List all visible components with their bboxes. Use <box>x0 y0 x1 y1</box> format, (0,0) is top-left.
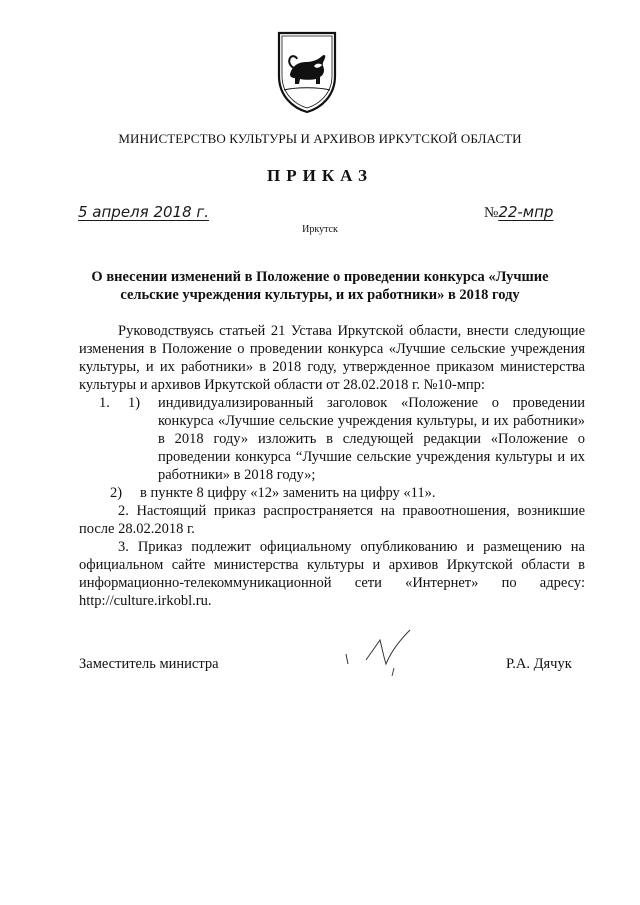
intro-paragraph: Руководствуясь статьей 21 Устава Иркутской области, внести следующие изменения в Положение о проведении конкурса «Лучшие сельские учреждения культуры, и их работники» в 2018 году, утвержденное приказом министерства культуры и архивов Иркутской области от 28.02.2018 г. №10-мпр: <box>79 323 585 393</box>
city-name: Иркутск <box>302 224 338 235</box>
item-1-number: 1. <box>99 395 110 411</box>
ministry-name: МИНИСТЕРСТВО КУЛЬТУРЫ И АРХИВОВ ИРКУТСКОЙ ОБЛАСТИ <box>118 131 522 146</box>
order-heading: ПРИКАЗ <box>267 166 373 185</box>
subitem-2-text: в пункте 8 цифру «12» заменить на цифру «11». <box>140 485 436 501</box>
order-number-value: 22-мпр <box>498 203 554 221</box>
item-2-paragraph: 2. Настоящий приказ распространяется на правоотношения, возникшие после 28.02.2018 г. <box>79 503 585 537</box>
item-1-subitem-1 <box>79 394 585 484</box>
signer-position: Заместитель министра <box>79 656 219 672</box>
coat-of-arms-icon <box>276 30 338 114</box>
document-body <box>79 322 585 610</box>
item-1-subitem-2 <box>79 484 585 502</box>
signer-name: Р.А. Дячук <box>506 656 572 672</box>
document-title: О внесении изменений в Положение о проведении конкурса «Лучшие сельские учреждения культуры, и их работники» в 2018 году <box>91 269 549 303</box>
number-sign: № <box>484 205 499 221</box>
subitem-1-text: индивидуализированный заголовок «Положение о проведении конкурса «Лучшие сельские учреждения культуры, и их работники» в 2018 году» изложить в следующей редакции «Положение о проведении конкурса “Лучшие сельские учреждения культуры и их работники» в 2018 году»; <box>158 395 585 483</box>
subitem-2-label: 2) <box>110 485 123 501</box>
subitem-1-label: 1) <box>128 395 141 411</box>
item-3-paragraph: 3. Приказ подлежит официальному опубликованию и размещению на официальном сайте министерства культуры и архивов Иркутской области в информационно-телекоммуникационной сети «Интернет» по адресу: http://culture.irkobl.ru. <box>79 539 585 609</box>
order-number <box>484 203 553 222</box>
handwritten-signature-icon <box>340 624 430 686</box>
order-date-value: 5 апреля 2018 г. <box>78 203 210 221</box>
order-date <box>78 203 209 221</box>
